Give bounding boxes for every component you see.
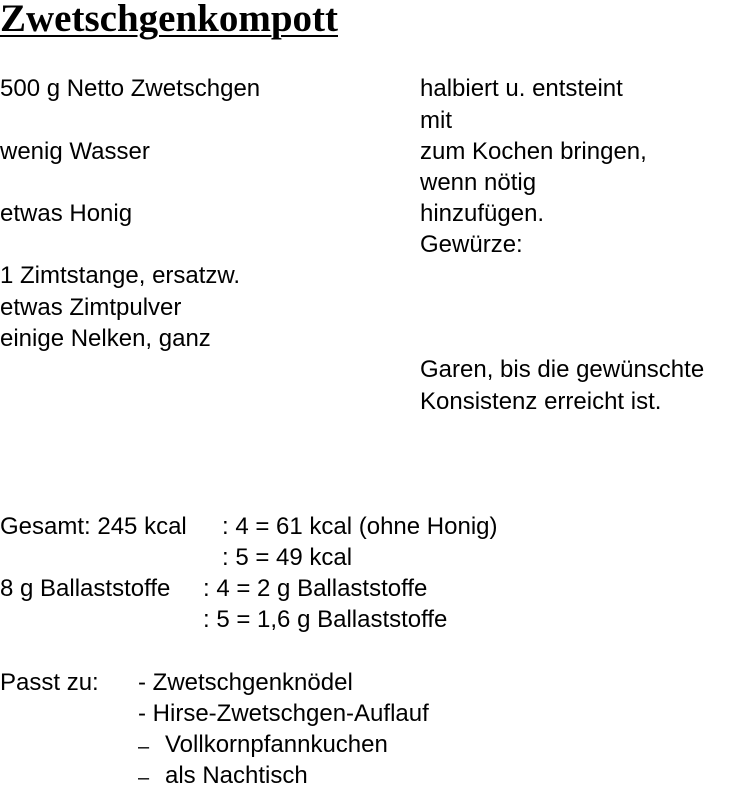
pairing-item: - Hirse-Zwetschgen-Auflauf — [138, 700, 429, 727]
ingredient-cinnamon-powder: etwas Zimtpulver — [0, 294, 182, 321]
instruction-line: zum Kochen bringen, — [420, 138, 647, 165]
instruction-line: Gewürze: — [420, 231, 523, 258]
ingredient-cloves: einige Nelken, ganz — [0, 325, 211, 352]
nutrition-total: Gesamt: 245 kcal — [0, 513, 187, 540]
pairing-label: Passt zu: — [0, 669, 99, 696]
ingredient-water: wenig Wasser — [0, 138, 150, 165]
instruction-line: Konsistenz erreicht ist. — [420, 388, 662, 415]
instruction-line: hinzufügen. — [420, 200, 545, 227]
nutrition-total-div4: : 4 = 61 kcal (ohne Honig) — [222, 513, 498, 540]
nutrition-fiber-div4: : 4 = 2 g Ballaststoffe — [203, 575, 428, 602]
nutrition-total-div5: : 5 = 49 kcal — [222, 544, 353, 571]
ingredient-honey: etwas Honig — [0, 200, 133, 227]
instruction-line: halbiert u. entsteint — [420, 75, 623, 102]
ingredient-plums: 500 g Netto Zwetschgen — [0, 75, 261, 102]
instruction-line: Garen, bis die gewünschte — [420, 356, 705, 383]
instruction-line: wenn nötig — [420, 169, 537, 196]
pairing-dash: – — [138, 767, 150, 789]
nutrition-fiber-div5: : 5 = 1,6 g Ballaststoffe — [203, 606, 448, 633]
pairing-item: als Nachtisch — [165, 762, 308, 789]
instruction-line: mit — [420, 107, 452, 134]
pairing-dash: – — [138, 736, 150, 758]
recipe-title: Zwetschgenkompott — [0, 0, 338, 40]
pairing-item: - Zwetschgenknödel — [138, 669, 353, 696]
pairing-item: Vollkornpfannkuchen — [165, 731, 388, 758]
nutrition-fiber: 8 g Ballaststoffe — [0, 575, 171, 602]
ingredient-cinnamon-stick: 1 Zimtstange, ersatzw. — [0, 262, 241, 289]
